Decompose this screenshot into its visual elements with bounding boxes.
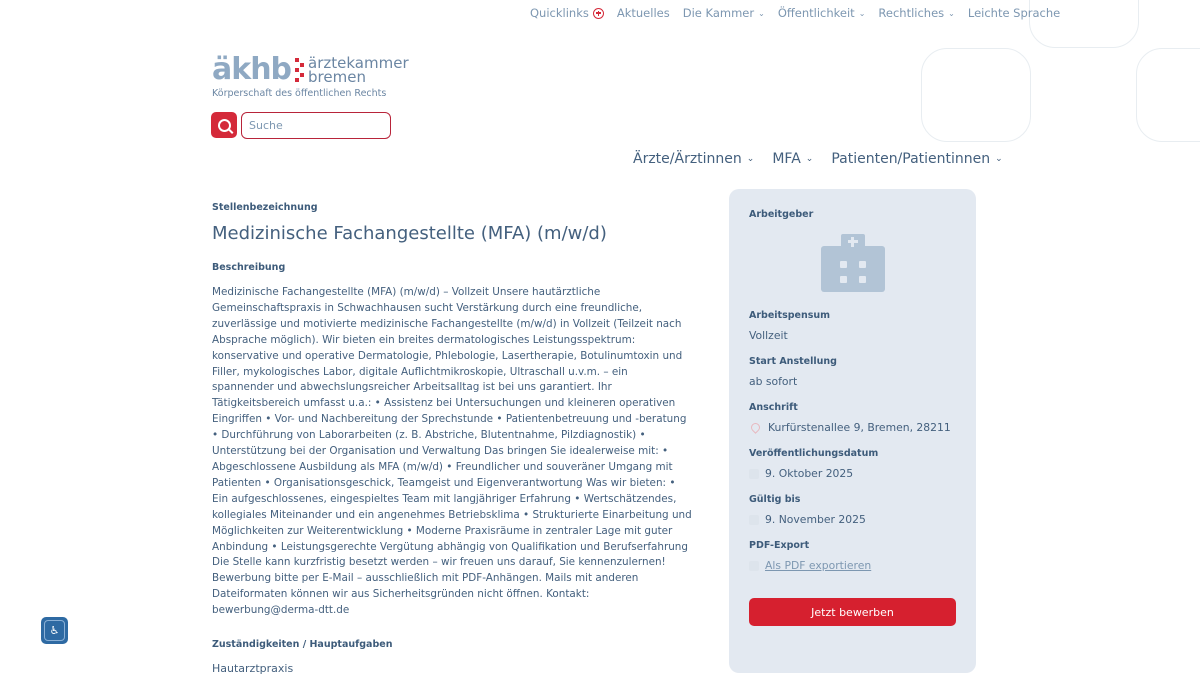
mainnav-mfa[interactable]: [772, 151, 813, 167]
published-block: [749, 448, 956, 480]
workload-value: Vollzeit: [749, 329, 788, 342]
valid-block: [749, 494, 956, 526]
start-value: ab sofort: [749, 375, 798, 388]
main-navigation: [633, 151, 1021, 167]
mainnav-aerzte[interactable]: [633, 151, 754, 167]
mainnav-label: Patienten/Patientinnen: [831, 151, 991, 167]
chevron-down-icon: ⌄: [858, 8, 866, 18]
job-title-label: Stellenbezeichnung: [212, 202, 318, 213]
logo-subtitle: Körperschaft des öffentlichen Rechts: [212, 88, 387, 99]
address-block: [749, 402, 956, 434]
search-icon: [218, 119, 231, 132]
map-pin-icon: [749, 421, 762, 434]
chevron-down-icon: ⌄: [758, 8, 765, 18]
pdf-label: PDF-Export: [749, 540, 810, 551]
start-block: [749, 356, 956, 388]
logo-dots-icon: [295, 58, 304, 82]
mainnav-label: Ärzte/Ärztinnen: [633, 151, 742, 167]
chevron-down-icon: ⌄: [805, 154, 814, 164]
logo-mark: äkhb: [212, 52, 292, 87]
job-detail: [212, 202, 692, 675]
accessibility-button[interactable]: [41, 617, 68, 644]
pdf-export-link[interactable]: Als PDF exportieren: [765, 559, 872, 572]
job-title: Medizinische Fachangestellte (MFA) (m/w/d): [212, 223, 607, 244]
start-label: Start Anstellung: [749, 356, 837, 367]
address-value: [749, 421, 956, 434]
address-label: Anschrift: [749, 402, 798, 413]
workload-block: [749, 310, 956, 342]
duties-section: [212, 639, 692, 675]
topnav-label: Öffentlichkeit: [777, 6, 855, 20]
job-info-card: [729, 189, 976, 673]
published-label: Veröffentlichungsdatum: [749, 448, 879, 459]
decorative-rounded-square: [921, 48, 1031, 142]
chevron-down-icon: ⌄: [948, 8, 955, 18]
calendar-icon: [749, 469, 759, 479]
pdf-icon: [749, 561, 759, 571]
topnav-quicklinks[interactable]: [530, 6, 604, 20]
valid-text: 9. November 2025: [765, 513, 866, 526]
calendar-icon: [749, 515, 759, 525]
duties-value: Hautarztpraxis: [212, 662, 294, 675]
valid-value: [749, 513, 956, 526]
workload-label: Arbeitspensum: [749, 310, 831, 321]
topnav-label: Leichte Sprache: [967, 6, 1061, 20]
logo-text: [308, 56, 409, 84]
valid-label: Gültig bis: [749, 494, 801, 505]
topnav-aktuelles[interactable]: [617, 6, 670, 20]
employer-label: Arbeitgeber: [749, 209, 814, 220]
chevron-down-icon: ⌄: [995, 154, 1003, 164]
mainnav-label: MFA: [772, 151, 801, 167]
description-section: [212, 262, 692, 619]
topnav-label: Aktuelles: [616, 6, 670, 20]
plus-circle-icon: [593, 8, 604, 19]
published-value: [749, 467, 956, 480]
logo-line2: bremen: [308, 68, 366, 86]
address-text: Kurfürstenallee 9, Bremen, 28211: [768, 421, 951, 434]
search-button[interactable]: [211, 112, 237, 138]
topnav-oeffentlichkeit[interactable]: [778, 6, 866, 20]
topnav-die-kammer[interactable]: [683, 6, 765, 20]
top-navigation: [530, 6, 1073, 20]
search-input[interactable]: [241, 112, 391, 139]
hospital-icon: [821, 234, 885, 292]
decorative-rounded-square: [1136, 48, 1200, 142]
mainnav-patienten[interactable]: [831, 151, 1002, 167]
topnav-label: Rechtliches: [878, 6, 945, 20]
apply-button[interactable]: Jetzt bewerben: [749, 598, 956, 626]
chevron-down-icon: ⌄: [746, 154, 755, 164]
duties-label: Zuständigkeiten / Hauptaufgaben: [212, 639, 393, 651]
pdf-block: [749, 540, 956, 572]
accessibility-icon: ♿: [44, 620, 65, 641]
topnav-leichte-sprache[interactable]: [968, 6, 1060, 20]
topnav-label: Quicklinks: [530, 6, 589, 20]
topnav-rechtliches[interactable]: [878, 6, 954, 20]
description-label: Beschreibung: [212, 262, 286, 273]
topnav-label: Die Kammer: [682, 6, 755, 20]
pdf-value: [749, 559, 956, 572]
logo-line1: ärztekammer: [308, 54, 409, 72]
logo[interactable]: [212, 52, 409, 87]
published-text: 9. Oktober 2025: [765, 467, 854, 480]
job-description: Medizinische Fachangestellte (MFA) (m/w/d) – Vollzeit Unsere hautärztliche Gemeinschaftspraxis in Schwachhausen sucht Verstärkung durch eine freundliche, zuverlässige und motivierte medizinische Fachangestellte (m/w/d) in Vollzeit (Teilzeit nach Absprache möglich). Wir bieten ein breites dermatologisches Leistungsspektrum: konservative und operative Dermatologie, Phlebologie, Lasertherapie, Botulinumtoxin und Filler, mykologisches Labor, digitale Auflichtmikroskopie, Ultraschall u.v.m. – ein spannender und abwechslungsreicher Arbeitsalltag ist bei uns garantiert. Ihr Tätigkeitsbereich umfasst u.a.: • Assistenz bei Untersuchungen und kleineren operativen Eingriffen • Vor- und Nachbereitung der Sprechstunde • Patientenbetreuung und -beratung • Durchführung von Laborarbeiten (z. B. Abstriche, Blutentnahme, Pilzdiagnostik) • Unterstützung bei der Organisation und Verwaltung Das bringen Sie idealerweise mit: • Abgeschlossene Ausbildung als MFA (m/w/d) • Freundlicher und souveräner Umgang mit Patienten • Organisationsgeschick, Teamgeist und Eigenverantwortung Was wir bieten: • Ein aufgeschlossenes, eingespieltes Team mit langjähriger Erfahrung • Wertschätzendes, kollegiales Miteinander und ein angenehmes Betriebsklima • Strukturierte Einarbeitung und Möglichkeiten zur Weiterentwicklung • Moderne Praxisräume in zentraler Lage mit guter Anbindung • Leistungsgerechte Vergütung abhängig von Qualifikation und Berufserfahrung Die Stelle kann kurzfristig besetzt werden – wir freuen uns darauf, Sie kennenzulernen! Bewerbung bitte per E-Mail – ausschließlich mit PDF-Anhängen. Mails mit anderen Dateiformaten können wir aus Sicherheitsgründen nicht öffnen. Kontakt: bewerbung@derma-dtt.de: [212, 286, 692, 617]
